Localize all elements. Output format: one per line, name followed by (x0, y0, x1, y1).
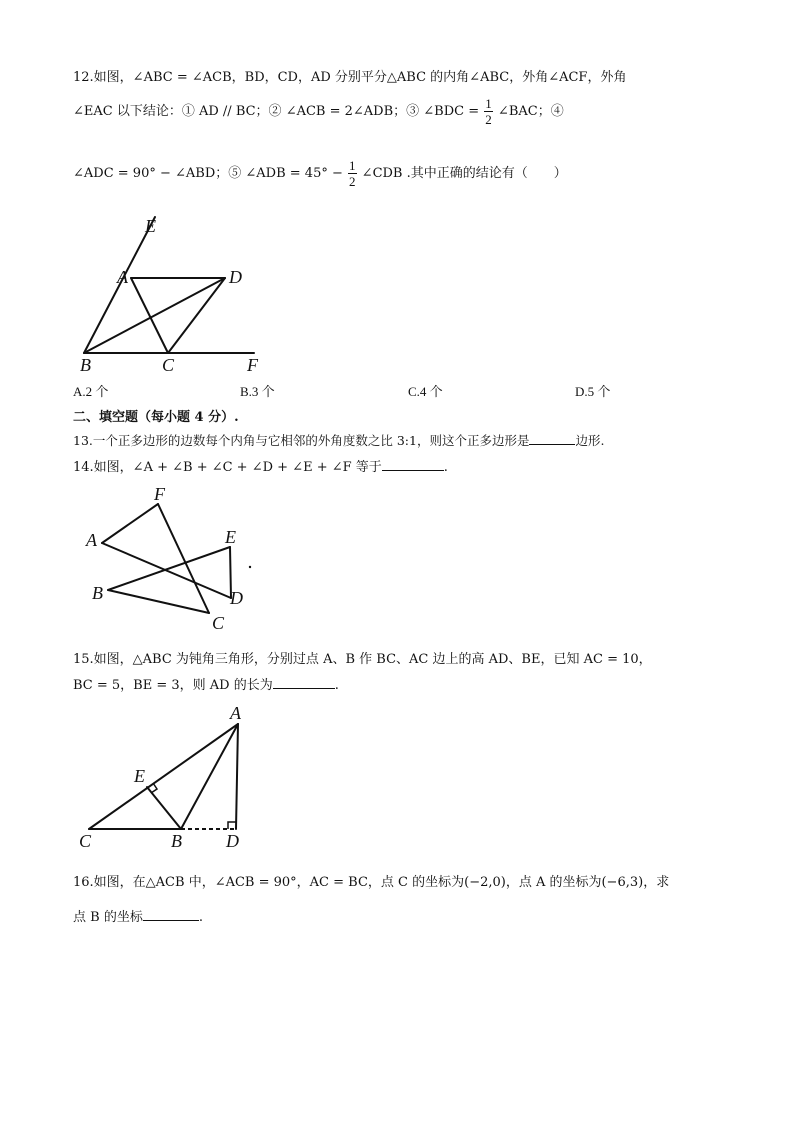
q12-line3: ∠ADC = 90° − ∠ABD；⑤ ∠ADB = 45° − $\frac{1}{2}$ ∠CDB .其中正确的结论有（ ） (73, 158, 567, 189)
line-BC (108, 590, 209, 613)
label-F: F (247, 355, 258, 374)
line-AF (102, 504, 158, 543)
q14-figure (80, 482, 260, 636)
section-heading: 二、填空题（每小题 4 分）. (73, 410, 239, 425)
label-E: E (134, 766, 145, 786)
option-d: D.5 个 (575, 384, 611, 399)
label-A: A (230, 703, 241, 723)
q15-figure (76, 702, 256, 852)
q12-line2: ∠EAC 以下结论：① AD // BC；② ∠ACB = 2∠ADB；③ ∠BDC = $\frac{1}{2}$ ∠BAC；④ (73, 96, 564, 127)
stray-dot (249, 566, 251, 568)
label-D: D (226, 831, 239, 851)
answer-blank (273, 676, 335, 689)
answer-blank (382, 458, 444, 471)
line-AD (102, 543, 231, 598)
label-B: B (171, 831, 182, 851)
label-E: E (145, 216, 156, 236)
label-B: B (80, 355, 91, 374)
line-BA (181, 724, 238, 829)
label-C: C (79, 831, 92, 851)
line-AD (236, 724, 238, 829)
fraction-half: $\frac{1}{2}$ (485, 96, 492, 127)
label-A: A (86, 530, 97, 550)
label-C: C (162, 355, 175, 374)
option-a: A.2 个 (73, 384, 109, 399)
label-F: F (154, 484, 165, 504)
option-c: C.4 个 (408, 384, 443, 399)
q15-line2: BC = 5，BE = 3，则 AD 的长为 . (73, 678, 339, 693)
q12-figure (70, 212, 270, 374)
answer-blank (529, 432, 575, 445)
line-FC (158, 504, 209, 613)
answer-blank (143, 908, 199, 921)
label-B: B (92, 583, 103, 603)
q14-line: 14.如图，∠A + ∠B + ∠C + ∠D + ∠E + ∠F 等于 . (73, 460, 448, 475)
line-CD (168, 278, 225, 353)
line-EB (147, 787, 181, 829)
right-angle-D (228, 822, 236, 829)
label-E: E (225, 527, 236, 547)
label-C: C (212, 613, 225, 633)
line-AC (131, 278, 168, 353)
line-BD (84, 278, 225, 353)
line-CA (89, 724, 238, 829)
q16-line2: 点 B 的坐标 . (73, 910, 203, 925)
option-b: B.3 个 (240, 384, 275, 399)
label-A: A (117, 267, 128, 287)
q13-line: 13.一个正多边形的边数每个内角与它相邻的外角度数之比 3:1，则这个正多边形是 边形. (73, 433, 605, 448)
q12-line1: 12.如图，∠ABC = ∠ACB，BD，CD，AD 分别平分△ABC 的内角∠ABC，外角∠ACF，外角 (73, 70, 627, 85)
q15-line1: 15.如图，△ABC 为钝角三角形，分别过点 A、B 作 BC、AC 边上的高 AD、BE，已知 AC = 10， (73, 652, 652, 667)
fraction-half: $\frac{1}{2}$ (349, 158, 356, 189)
q16-line1: 16.如图，在△ACB 中，∠ACB = 90°，AC = BC，点 C 的坐标为(−2,0)，点 A 的坐标为(−6,3)，求 (73, 875, 670, 890)
label-D: D (229, 267, 242, 287)
label-D: D (230, 588, 243, 608)
